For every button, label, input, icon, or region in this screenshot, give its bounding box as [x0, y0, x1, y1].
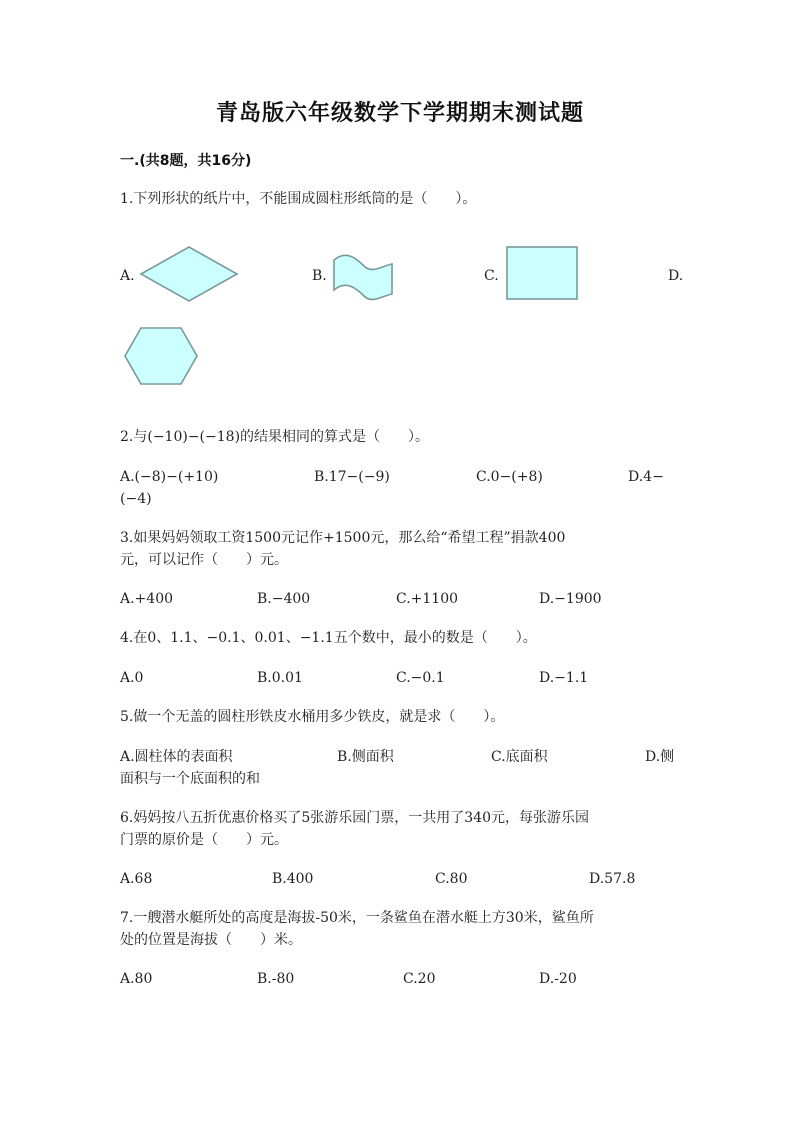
q1-option-a-label: A.	[120, 268, 135, 284]
q6-option-b: B.400	[272, 871, 314, 887]
q4-option-a: A.0	[120, 670, 144, 686]
question-7-line-2: 处的位置是海拔（ ）米。	[120, 932, 302, 948]
q3-option-b: B.−400	[257, 591, 311, 607]
question-2-stem: 2.与(−10)−(−18)的结果相同的算式是（ ）。	[120, 429, 430, 445]
q6-option-d: D.57.8	[589, 871, 636, 887]
q7-option-d: D.-20	[539, 971, 577, 987]
q4-option-d: D.−1.1	[539, 670, 589, 686]
q5-option-c: C.底面积	[491, 749, 548, 765]
q5-option-b: B.侧面积	[337, 749, 394, 765]
q3-option-c: C.+1100	[396, 591, 459, 607]
q1-option-d-label: D.	[668, 268, 684, 284]
hexagon-shape	[124, 327, 198, 385]
question-5-stem: 5.做一个无盖的圆柱形铁皮水桶用多少铁皮，就是求（ ）。	[120, 709, 505, 725]
q7-option-a: A.80	[120, 971, 153, 987]
question-3-line-2: 元，可以记作（ ）元。	[120, 552, 288, 568]
q1-option-b-label: B.	[312, 268, 327, 284]
q2-option-d: D.4−	[628, 469, 664, 485]
rhombus-shape	[140, 246, 238, 302]
q5-option-a: A.圆柱体的表面积	[120, 749, 233, 765]
q2-option-d-wrap: (−4)	[120, 491, 152, 507]
q4-option-b: B.0.01	[257, 670, 303, 686]
q1-option-c-label: C.	[484, 268, 499, 284]
q5-option-d-wrap: 面积与一个底面积的和	[120, 771, 260, 787]
rectangle-shape	[506, 246, 578, 300]
q3-option-a: A.+400	[120, 591, 174, 607]
q5-option-d: D.侧	[645, 749, 675, 765]
q2-option-c: C.0−(+8)	[476, 469, 543, 485]
question-4-stem: 4.在0、1.1、−0.1、0.01、−1.1五个数中，最小的数是（ ）。	[120, 630, 537, 646]
question-3-line-1: 3.如果妈妈领取工资1500元记作+1500元，那么给“希望工程”捐款400	[120, 530, 566, 546]
section-heading: 一.(共8题，共16分)	[120, 153, 252, 169]
q6-option-a: A.68	[120, 871, 153, 887]
q2-option-a: A.(−8)−(+10)	[120, 469, 219, 485]
question-6-line-1: 6.妈妈按八五折优惠价格买了5张游乐园门票，一共用了340元，每张游乐园	[120, 810, 589, 826]
question-6-line-2: 门票的原价是（ ）元。	[120, 832, 288, 848]
q7-option-b: B.-80	[257, 971, 295, 987]
wavy-sheet-shape	[332, 254, 394, 300]
q2-option-b: B.17−(−9)	[314, 469, 390, 485]
q4-option-c: C.−0.1	[396, 670, 445, 686]
q3-option-d: D.−1900	[539, 591, 602, 607]
page-title: 青岛版六年级数学下学期期末测试题	[215, 101, 584, 126]
q7-option-c: C.20	[403, 971, 436, 987]
q6-option-c: C.80	[435, 871, 468, 887]
question-1-stem: 1.下列形状的纸片中，不能围成圆柱形纸筒的是（ ）。	[120, 191, 477, 207]
question-7-line-1: 7.一艘潜水艇所处的高度是海拔-50米，一条鲨鱼在潜水艇上方30米，鲨鱼所	[120, 910, 594, 926]
